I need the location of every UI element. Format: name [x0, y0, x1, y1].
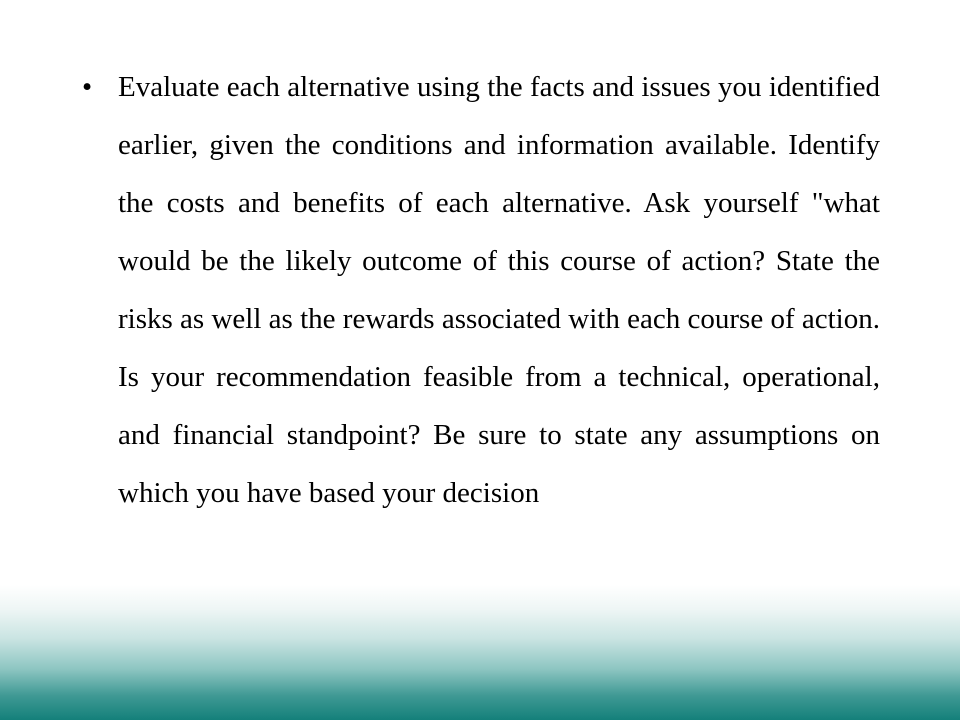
bottom-gradient-band [0, 585, 960, 720]
bullet-text: Evaluate each alternative using the facts and issues you identified earlier, given the conditions and information available. Identify the costs and benefits of each alternative. Ask yourself "what would be the likely outcome of this course of action? State the risks as well as the rewards associated with each course of action. Is your recommendation feasible from a technical, operational, and financial standpoint? Be sure to state any assumptions on which you have based your decision [118, 71, 880, 509]
bullet-marker: • [82, 71, 93, 103]
bullet-list-item [82, 58, 880, 522]
